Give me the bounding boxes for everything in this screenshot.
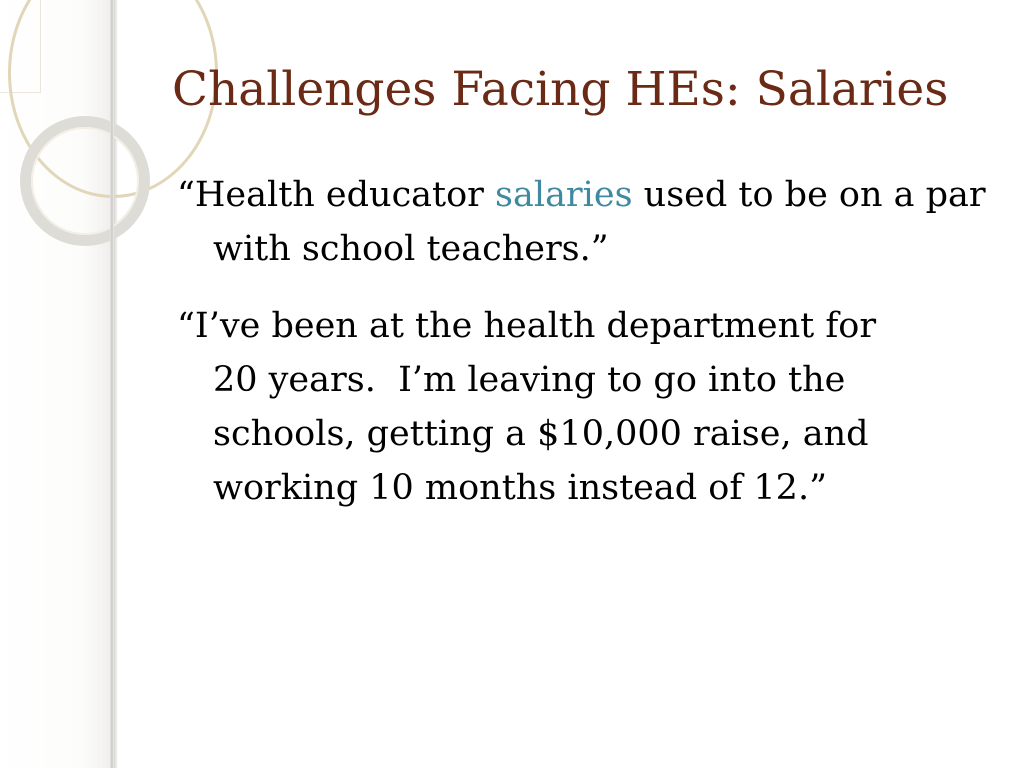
highlighted-word-salaries: salaries bbox=[495, 175, 633, 215]
quote-2-line-4: working 10 months instead of 12.” bbox=[213, 468, 827, 508]
quote-1-text-end: used to be on a par with school teachers.” bbox=[213, 175, 986, 269]
quote-2-line-2: 20 years. I’m leaving to go into the bbox=[213, 360, 846, 400]
slide-title: Challenges Facing HEs: Salaries bbox=[172, 62, 949, 117]
slide-body bbox=[177, 168, 997, 538]
decorative-strip-edge bbox=[110, 0, 114, 768]
decorative-ring-middle-inner bbox=[31, 127, 139, 235]
quote-2-line-3: schools, getting a $10,000 raise, and bbox=[213, 414, 869, 454]
quote-paragraph-1 bbox=[177, 168, 997, 276]
quote-2-line-1: “I’ve been at the health department for bbox=[177, 306, 877, 346]
quote-paragraph-2 bbox=[177, 299, 997, 515]
quote-1-text-start: “Health educator bbox=[177, 175, 496, 215]
